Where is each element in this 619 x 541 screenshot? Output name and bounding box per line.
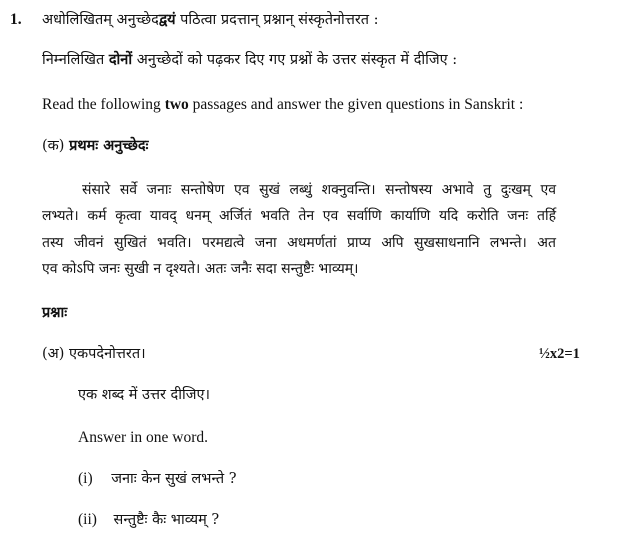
instruction-english-pre: Read the following [42,96,165,113]
questions-section-label [42,344,146,364]
question-item-text: सन्तुष्टैः कैः भाव्यम् ? [113,512,220,528]
instruction-sanskrit-pre: अधोलिखितम् अनुच्छेद [42,12,159,28]
questions-section-title: एकपदेनोत्तरत। [69,346,146,362]
questions-section-marker: (अ) [42,346,70,362]
question-item-number: (i) [78,470,93,487]
instruction-hindi [42,50,457,70]
instruction-hindi-post: अनुच्छेदों को पढ़कर दिए गए प्रश्नों के उत्तर संस्कृत में दीजिए : [132,52,458,68]
question-item-number: (ii) [78,511,97,528]
passage-label-marker: (क) [42,138,70,154]
question-item [78,510,219,530]
instruction-sanskrit-bold: द्वयं [158,11,176,28]
passage-line-4: एव कोऽपि जनः सुखी न दृश्यते। अतः जनैः सदा सन्तुष्टैः भाव्यम्। [42,261,359,277]
instruction-english [42,95,523,115]
instruction-hindi-pre: निम्नलिखित [42,52,109,68]
english-instruction: Answer in one word. [78,429,209,446]
question-item-text: जनाः केन सुखं लभन्ते ? [111,471,237,487]
marks-badge: ½x2=1 [539,346,580,362]
instruction-english-post: passages and answer the given questions in Sanskrit : [188,96,524,113]
instruction-sanskrit-post: पठित्वा प्रदत्तान् प्रश्नान् संस्कृतेनोत्तरत : [175,12,379,28]
hindi-instruction: एक शब्द में उत्तर दीजिए। [78,387,211,403]
passage-label [42,136,148,156]
passage-line-3: तस्य जीवनं सुखितं भवति। परमद्यत्वे जना अधमर्णतां प्राप्य अपि सुखसाधनानि लभन्ते। अत [42,235,556,251]
instruction-sanskrit [42,10,379,30]
question-number: 1. [10,11,22,28]
passage-line-2: लभ्यते। कर्म कृत्वा यावद् धनम् अर्जितं भवति तेन एव सर्वाणि कार्याणि यदि करोति जनः तर्हि [42,208,556,224]
question-item [78,469,237,489]
instruction-english-bold: two [164,96,189,113]
passage-label-title: प्रथमः अनुच्छेदः [69,137,149,154]
passage-line-1: संसारे सर्वे जनाः सन्तोषेण एव सुखं लब्धुं शक्नुवन्ति। सन्तोषस्य अभावे तु दुःखम् एव [82,182,556,198]
instruction-hindi-bold: दोनों [108,51,133,68]
questions-heading: प्रश्नाः [42,304,68,321]
